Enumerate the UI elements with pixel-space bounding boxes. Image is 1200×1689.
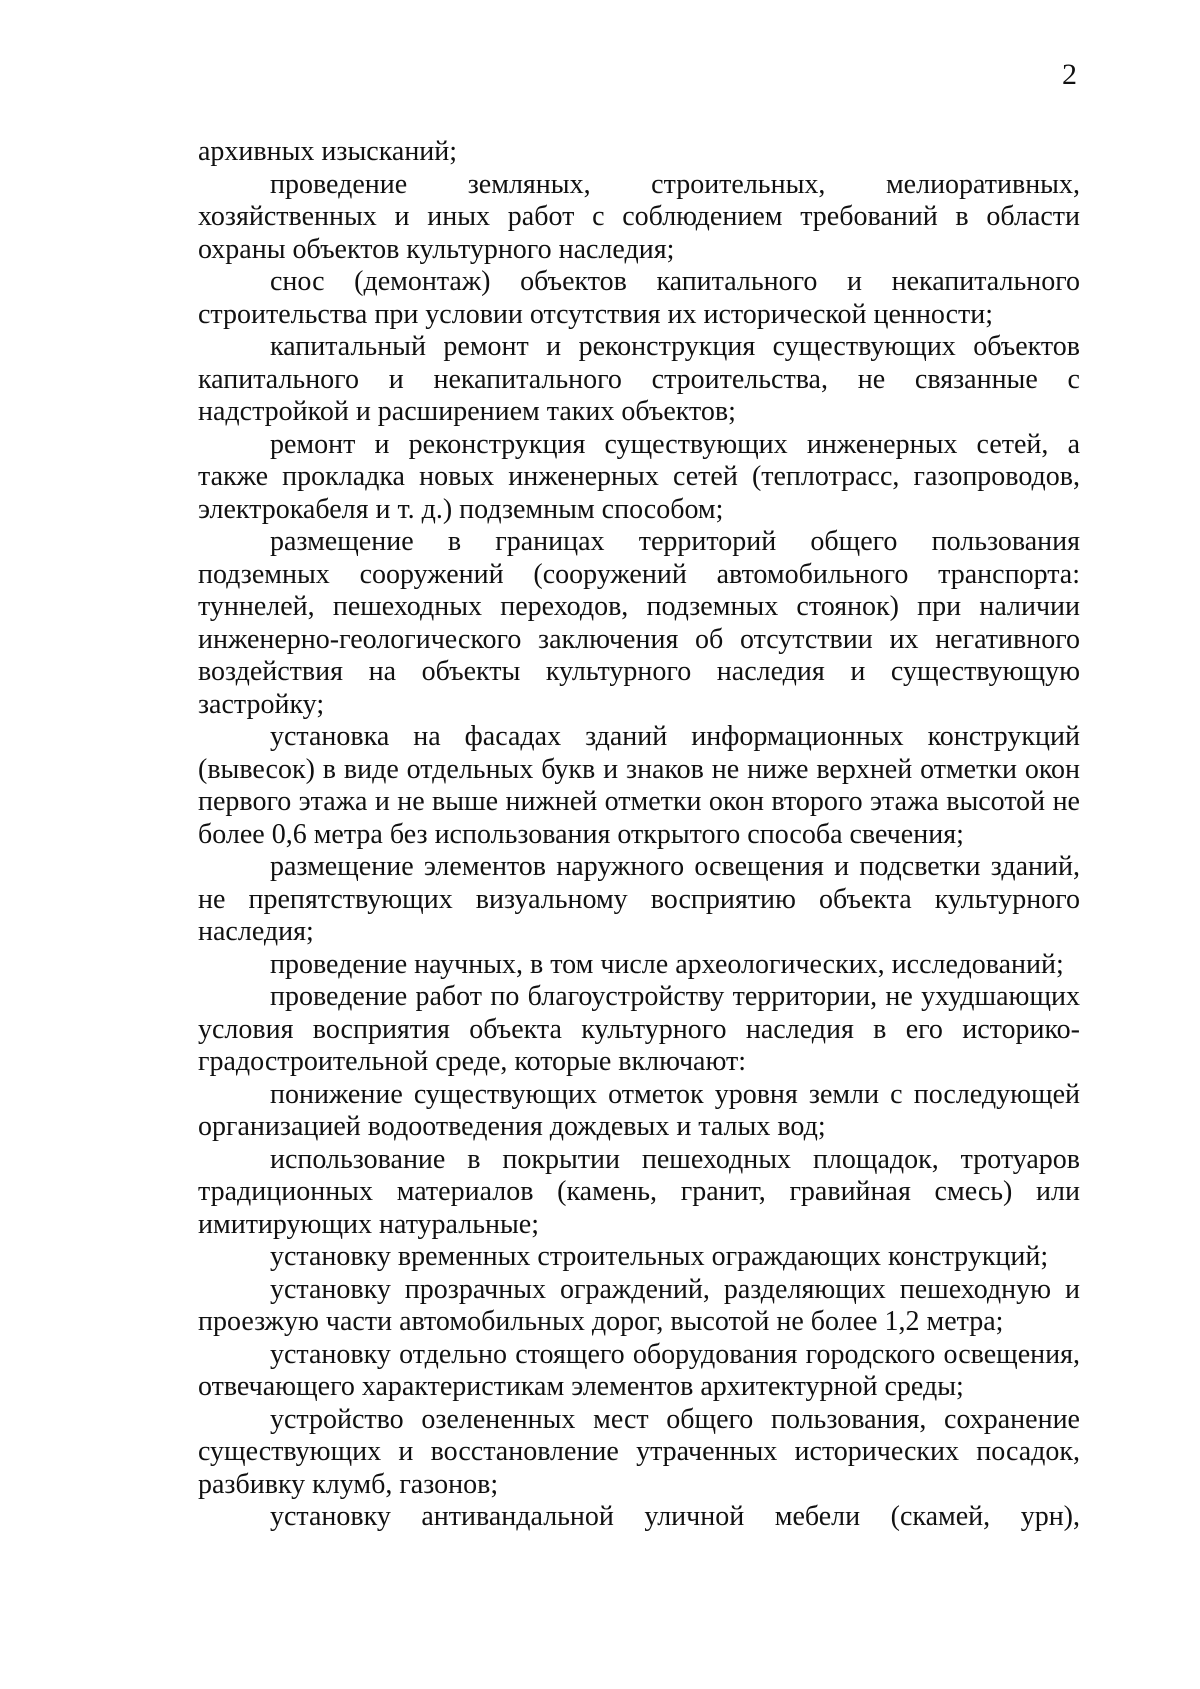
paragraph: использование в покрытии пешеходных площадок, тротуаров традиционных материалов (камень, гранит, гравийная смесь) или имитирующих натуральные; (198, 1143, 1080, 1240)
paragraph: проведение земляных, строительных, мелиоративных, хозяйственных и иных работ с соблюдением требований в области охраны объектов культурного наследия; (198, 168, 1080, 265)
paragraph: установку прозрачных ограждений, разделяющих пешеходную и проезжую части автомобильных дорог, высотой не более 1,2 метра; (198, 1273, 1080, 1337)
paragraph: устройство озелененных мест общего пользования, сохранение существующих и восстановление утраченных исторических посадок, разбивку клумб, газонов; (198, 1403, 1080, 1500)
paragraph: размещение в границах территорий общего пользования подземных сооружений (сооружений автомобильного транспорта: туннелей, пешеходных переходов, подземных стоянок) при наличии инженерно-геологического заключения об отсутствии их негативного воздействия на объекты культурного наследия и существующую застройку; (198, 526, 1080, 720)
paragraph: размещение элементов наружного освещения и подсветки зданий, не препятствующих визуальному восприятию объекта культурного наследия; (198, 851, 1080, 947)
paragraph: понижение существующих отметок уровня земли с последующей организацией водоотведения дождевых и талых вод; (198, 1078, 1080, 1142)
paragraph: проведение научных, в том числе археологических, исследований; (270, 948, 1064, 980)
paragraph: снос (демонтаж) объектов капитального и некапитального строительства при условии отсутствия их исторической ценности; (198, 266, 1080, 330)
page-number: 2 (1062, 58, 1077, 91)
paragraph: проведение работ по благоустройству территории, не ухудшающих условия восприятия объекта культурного наследия в его историко-градостроительной среде, которые включают: (198, 981, 1080, 1077)
paragraph: установку отдельно стоящего оборудования городского освещения, отвечающего характеристикам элементов архитектурной среды; (198, 1338, 1080, 1402)
document-body (198, 136, 1080, 1534)
paragraph: установку антивандальной уличной мебели (скамей, урн), (270, 1501, 1080, 1532)
paragraph: установка на фасадах зданий информационных конструкций (вывесок) в виде отдельных букв и знаков не ниже верхней отметки окон первого этажа и не выше нижней отметки окон второго этажа высотой не более 0,6 метра без использования открытого способа свечения; (198, 721, 1080, 850)
paragraph: архивных изысканий; (198, 136, 458, 167)
paragraph: ремонт и реконструкция существующих инженерных сетей, а также прокладка новых инженерных сетей (теплотрасс, газопроводов, электрокабеля и т. д.) подземным способом; (198, 428, 1080, 525)
paragraph: установку временных строительных ограждающих конструкций; (270, 1241, 1049, 1272)
paragraph: капитальный ремонт и реконструкция существующих объектов капитального и некапитального строительства, не связанные с надстройкой и расширением таких объектов; (198, 331, 1080, 427)
